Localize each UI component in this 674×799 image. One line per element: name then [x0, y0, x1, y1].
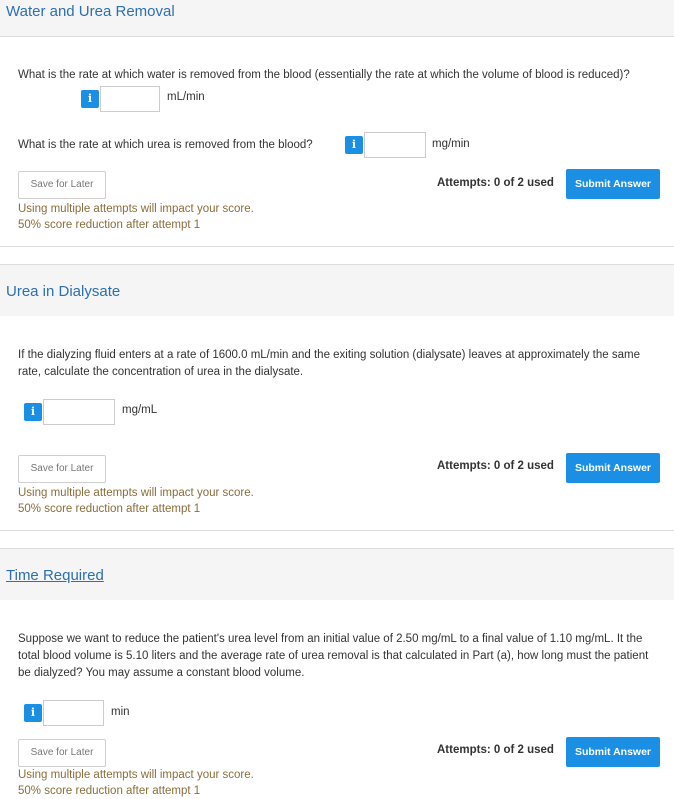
info-icon[interactable]: i — [24, 403, 42, 421]
part-1-question-1-prompt: What is the rate at which water is removed from the blood (essentially the rate at which the volume of blood is reduced)? — [18, 69, 630, 81]
part-1-question-1-text — [18, 67, 638, 84]
part-1-header — [0, 0, 674, 37]
part-3-question-text: Suppose we want to reduce the patient's urea level from an initial value of 2.50 mg/mL to a final value of 1.10 mg/mL. It the total blood volume is 5.10 liters and the average rate of urea removal is that calculated in Part (a), how long must the patient be dialyzed? You may assume a constant blood volume. — [18, 633, 649, 679]
part-3-attempts-count: Attempts: 0 of 2 used — [437, 744, 554, 756]
part-2-submit-answer-button[interactable]: Submit Answer — [566, 453, 660, 483]
part-3-header — [0, 548, 674, 601]
part-2-attempt-warning: Using multiple attempts will impact your score. — [18, 487, 254, 499]
part-1-attempt-warning: Using multiple attempts will impact your score. — [18, 203, 254, 215]
info-icon[interactable]: i — [24, 704, 42, 722]
part-2-answer-unit: mg/mL — [122, 404, 158, 416]
part-2-answer-input[interactable] — [43, 399, 115, 425]
info-icon[interactable]: i — [81, 90, 99, 108]
part-3-save-for-later-button[interactable]: Save for Later — [18, 739, 106, 767]
part-1-answer-1-input[interactable] — [100, 86, 160, 112]
info-icon[interactable]: i — [345, 136, 363, 154]
part-2-save-for-later-button[interactable]: Save for Later — [18, 455, 106, 483]
part-3-answer-input[interactable] — [43, 700, 104, 726]
part-2-score-reduction-note: 50% score reduction after attempt 1 — [18, 503, 201, 515]
part-1-title: Water and Urea Removal — [6, 3, 175, 20]
part-1-attempts-count: Attempts: 0 of 2 used — [437, 177, 554, 189]
part-3-title[interactable]: Time Required — [6, 567, 104, 584]
part-2-attempts-count: Attempts: 0 of 2 used — [437, 460, 554, 472]
part-2-title: Urea in Dialysate — [6, 283, 121, 300]
part-3-attempt-warning: Using multiple attempts will impact your score. — [18, 769, 254, 781]
part-1-score-reduction-note: 50% score reduction after attempt 1 — [18, 219, 201, 231]
part-3-score-reduction-note: 50% score reduction after attempt 1 — [18, 785, 201, 797]
part-2-question-text: If the dialyzing fluid enters at a rate of 1600.0 mL/min and the exiting solution (dialysate) leaves at approximately the same rate, calculate the concentration of urea in the dialysate. — [18, 349, 640, 378]
part-1-submit-answer-button[interactable]: Submit Answer — [566, 169, 660, 199]
part-1-save-for-later-button[interactable]: Save for Later — [18, 171, 106, 199]
part-1-answer-1-unit: mL/min — [167, 91, 205, 103]
part-1-answer-2-input[interactable] — [364, 132, 426, 158]
part-3-submit-answer-button[interactable]: Submit Answer — [566, 737, 660, 767]
part-3-answer-unit: min — [111, 706, 130, 718]
part-2-header — [0, 264, 674, 317]
part-1-answer-2-unit: mg/min — [432, 138, 470, 150]
part-1-question-2-text: What is the rate at which urea is removed from the blood? — [18, 139, 313, 151]
